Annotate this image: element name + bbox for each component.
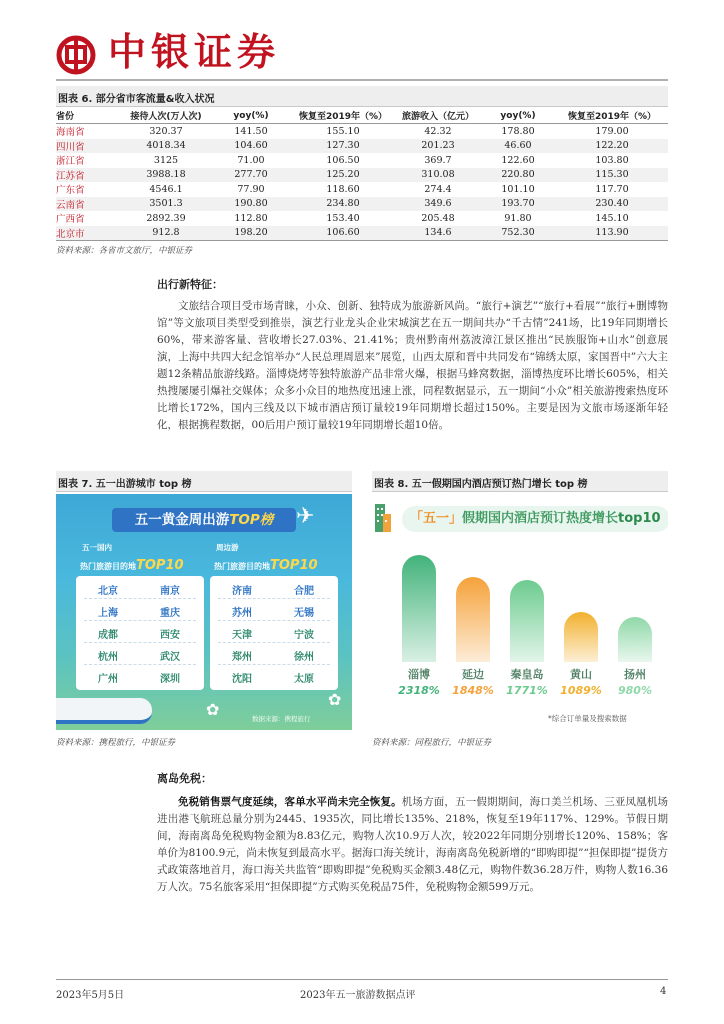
city-rank-8: 徐州 xyxy=(294,652,314,663)
city-rank-5: 天津 xyxy=(232,630,252,641)
value-cell: 3988.18 xyxy=(120,168,212,183)
city-rank-3: 苏州 xyxy=(232,608,252,619)
card-header xyxy=(210,540,338,574)
figure8-caption: 图表 8. 五一假期国内酒店预订热门增长 top 榜 xyxy=(374,479,588,490)
city-rank-5: 成都 xyxy=(98,630,118,641)
section-title-travel: 出行新特征： xyxy=(157,278,223,291)
value-cell: 104.60 xyxy=(212,139,290,154)
banner-text: 五一黄金周出游 xyxy=(134,512,230,528)
city-rank-8: 武汉 xyxy=(160,652,180,663)
city-rank-7: 郑州 xyxy=(232,652,252,663)
value-cell: 234.80 xyxy=(290,197,396,212)
bar-value-label: 1848% xyxy=(452,684,494,697)
figure7-caption: 图表 7. 五一出游城市 top 榜 xyxy=(58,479,192,490)
footer-title: 2023年五一旅游数据点评 xyxy=(300,990,416,1001)
value-cell: 118.60 xyxy=(326,183,360,195)
header-divider xyxy=(56,79,668,81)
province-cell: 云南省 xyxy=(56,197,120,212)
value-cell: 71.00 xyxy=(237,154,265,166)
train-icon xyxy=(56,698,152,724)
card-subtitle: 热门旅游目的地TOP10 xyxy=(214,558,318,573)
table-row xyxy=(56,153,668,168)
card-tag: 周边游 xyxy=(216,543,239,552)
city-rank-10: 深圳 xyxy=(160,674,180,685)
table-row xyxy=(56,124,668,139)
value-cell: 103.80 xyxy=(595,154,629,166)
chart-note: *综合订单量及搜索数据 xyxy=(548,714,627,723)
value-cell: 153.40 xyxy=(326,212,360,224)
column-header: yoy(%) xyxy=(212,108,290,124)
column-header: 旅游收入（亿元） xyxy=(396,108,480,124)
banner-highlight: TOP榜 xyxy=(229,512,274,528)
nearby-destinations-card xyxy=(210,540,338,690)
card-subtitle: 热门旅游目的地TOP10 xyxy=(80,558,184,573)
value-cell: 46.60 xyxy=(480,139,556,154)
value-cell: 125.20 xyxy=(290,168,396,183)
section-title-duty-free: 离岛免税： xyxy=(157,772,212,785)
bar-category-label: 黄山 xyxy=(570,668,592,681)
flower-icon: ✿ xyxy=(206,700,220,719)
table-row xyxy=(56,226,668,241)
value-cell: 193.70 xyxy=(480,197,556,212)
chart-title xyxy=(402,506,668,532)
city-list xyxy=(210,576,338,690)
table-header-row xyxy=(56,108,668,124)
column-header: 恢复至2019年（%） xyxy=(556,108,668,124)
value-cell: 198.20 xyxy=(212,226,290,241)
value-cell: 91.80 xyxy=(504,212,532,224)
city-rank-10: 太原 xyxy=(294,674,314,685)
province-cell: 江苏省 xyxy=(56,168,120,183)
value-cell: 201.23 xyxy=(396,139,480,154)
city-rank-9: 广州 xyxy=(98,674,118,685)
domestic-destinations-card xyxy=(76,540,204,690)
hotel-booking-chart xyxy=(372,494,668,730)
city-rank-7: 杭州 xyxy=(98,652,118,663)
value-cell: 106.50 xyxy=(326,154,360,166)
value-cell: 752.30 xyxy=(480,226,556,241)
value-cell: 912.8 xyxy=(120,226,212,241)
city-list xyxy=(76,576,204,690)
city-rank-6: 西安 xyxy=(160,630,180,641)
value-cell: 122.60 xyxy=(501,154,535,166)
province-cell: 四川省 xyxy=(56,139,120,154)
value-cell: 77.90 xyxy=(237,183,265,195)
table6-source: 资料来源：各省市文旅厅，中银证券 xyxy=(56,246,193,256)
value-cell: 220.80 xyxy=(480,168,556,183)
table-row xyxy=(56,197,668,212)
infographic-banner xyxy=(112,508,296,532)
bar-4 xyxy=(618,617,652,662)
chart-title-quote: 「五一」 xyxy=(410,511,463,526)
city-rank-3: 上海 xyxy=(98,608,118,619)
province-cell: 海南省 xyxy=(56,127,85,139)
bank-of-china-logo-icon xyxy=(56,35,96,75)
column-header: 接待人次(万人次) xyxy=(120,108,212,124)
bar-plot-area xyxy=(392,542,662,662)
province-cell: 广东省 xyxy=(56,185,85,197)
value-cell: 145.10 xyxy=(595,212,629,224)
province-cell: 广西省 xyxy=(56,214,85,226)
value-cell: 369.7 xyxy=(424,154,452,166)
value-cell: 310.08 xyxy=(396,168,480,183)
value-cell: 101.10 xyxy=(501,183,535,195)
value-cell: 277.70 xyxy=(212,168,290,183)
bar-value-label: 1771% xyxy=(506,684,548,697)
figure8-source: 资料来源：同程旅行，中银证券 xyxy=(372,738,492,748)
top-cities-infographic xyxy=(56,494,352,730)
bar-category-label: 扬州 xyxy=(624,668,646,681)
value-cell: 134.6 xyxy=(396,226,480,241)
bar-category-label: 淄博 xyxy=(408,668,430,681)
value-cell: 3125 xyxy=(153,154,179,166)
value-cell: 117.70 xyxy=(595,183,629,195)
flower-icon: ✿ xyxy=(328,690,342,709)
value-cell: 190.80 xyxy=(212,197,290,212)
bar-category-label: 延边 xyxy=(462,668,484,681)
table-row xyxy=(56,211,668,226)
value-cell: 2892.39 xyxy=(146,212,186,224)
city-rank-2: 合肥 xyxy=(294,586,314,597)
table-row xyxy=(56,168,668,183)
column-header: yoy(%) xyxy=(480,108,556,124)
bar-0 xyxy=(402,555,436,662)
bar-value-label: 2318% xyxy=(398,684,440,697)
table-row xyxy=(56,182,668,197)
value-cell: 141.50 xyxy=(234,125,268,137)
value-cell: 320.37 xyxy=(149,125,183,137)
duty-free-paragraph xyxy=(157,794,668,896)
page-number: 4 xyxy=(660,986,667,997)
value-cell: 122.20 xyxy=(556,139,668,154)
value-cell: 112.80 xyxy=(234,212,268,224)
value-cell: 106.60 xyxy=(290,226,396,241)
card-tag: 五一国内 xyxy=(82,543,112,552)
table6-caption: 图表 6. 部分省市客流量&收入状况 xyxy=(58,94,215,105)
column-header: 恢复至2019年（%） xyxy=(290,108,396,124)
value-cell: 349.6 xyxy=(396,197,480,212)
value-cell: 205.48 xyxy=(421,212,455,224)
value-cell: 115.30 xyxy=(556,168,668,183)
value-cell: 3501.3 xyxy=(120,197,212,212)
bar-3 xyxy=(564,612,598,662)
bar-value-label: 1089% xyxy=(560,684,602,697)
city-rank-9: 沈阳 xyxy=(232,674,252,685)
footer-divider xyxy=(56,979,668,980)
infographic-credit: 数据来源：携程旅行 xyxy=(252,715,311,723)
province-cell: 北京市 xyxy=(56,226,120,241)
value-cell: 127.30 xyxy=(290,139,396,154)
value-cell: 274.4 xyxy=(424,183,452,195)
value-cell: 4018.34 xyxy=(120,139,212,154)
value-cell: 230.40 xyxy=(556,197,668,212)
chart-title-main: 假期国内酒店预订热度增长 xyxy=(462,511,619,526)
footer-date: 2023年5月5日 xyxy=(56,990,125,1001)
value-cell: 4546.1 xyxy=(149,183,183,195)
bar-2 xyxy=(510,580,544,662)
value-cell: 42.32 xyxy=(424,125,452,137)
value-cell: 155.10 xyxy=(326,125,360,137)
province-cell: 浙江省 xyxy=(56,156,85,168)
value-cell: 179.00 xyxy=(595,125,629,137)
duty-free-lead: 免税销售票气度延续，客单水平尚未完全恢复。 xyxy=(178,796,402,808)
city-rank-4: 无锡 xyxy=(294,608,314,619)
city-rank-1: 济南 xyxy=(232,586,252,597)
value-cell: 113.90 xyxy=(556,226,668,241)
column-header: 省份 xyxy=(56,108,120,124)
city-rank-4: 重庆 xyxy=(160,608,180,619)
building-icon xyxy=(374,500,392,532)
card-header xyxy=(76,540,204,574)
bar-category-label: 秦皇岛 xyxy=(510,668,544,681)
table-row xyxy=(56,139,668,154)
travel-paragraph: 文旅结合项目受市场青睐，小众、创新、独特成为旅游新风尚。“旅行+演艺”“旅行+看展”“旅行+删博物馆”等文旅项目类型受到推崇，演艺行业龙头企业宋城演艺在五一期间共办“千古情”241场，比19年同期增长60%，带来游客量、营收增长27.03%、21.41%；贵州黔南州荔波漳江景区推出“民族服饰+山水”创意展演，上海中共四大纪念馆举办“人民总理周恩来”展览，山西太原和晋中共同发布“锦绣太原，家国晋中”六大主题12条精品旅游线路。淄博烧烤等独特旅游产品非常火爆，根据马蜂窝数据，淄博热度环比增长605%，相关热搜屡屡引爆社交媒体；众多小众目的地热度迅速上涨，同程数据显示，五一期间“小众”相关旅游搜索热度环比增长172%，国内三线及以下城市酒店预订量较19年同期增长超过150%。主要是因为文旅市场逐渐年轻化，根据携程数据，00后用户预订量较19年同期增长超10倍。 xyxy=(157,300,668,431)
chart-title-num: top10 xyxy=(618,511,661,526)
airplane-icon: ✈ xyxy=(296,504,315,529)
city-rank-6: 宁波 xyxy=(294,630,314,641)
city-rank-2: 南京 xyxy=(160,586,180,597)
city-rank-1: 北京 xyxy=(98,586,118,597)
logo-text: 中银证券 xyxy=(108,30,281,74)
bar-value-label: 980% xyxy=(618,684,652,697)
figure7-source: 资料来源：携程旅行，中银证券 xyxy=(56,738,176,748)
duty-free-body: 机场方面，五一假期期间，海口美兰机场、三亚凤凰机场进出港飞航班总量分别为2445、1935次，同比增长135%、218%，恢复至19年117%、129%。节假日期间，海南离岛免税购物金额为8.83亿元，购物人次10.9万人次，较2022年同期分别增长120%、158%；客单价为8100.9元，尚未恢复到最高水平。据海口海关统计，海南离岛免税新增的“即购即提”“担保即提”提货方式政策落地首月，海口海关共监管“即购即提”免税购买金额3.48亿元，购物件数36.28万件，购物人数16.36万人次。75名旅客采用“担保即提”方式购买免税品75件，免税购物金额599万元。 xyxy=(157,796,668,893)
value-cell: 178.80 xyxy=(501,125,535,137)
bar-1 xyxy=(456,577,490,662)
province-table xyxy=(56,108,668,241)
